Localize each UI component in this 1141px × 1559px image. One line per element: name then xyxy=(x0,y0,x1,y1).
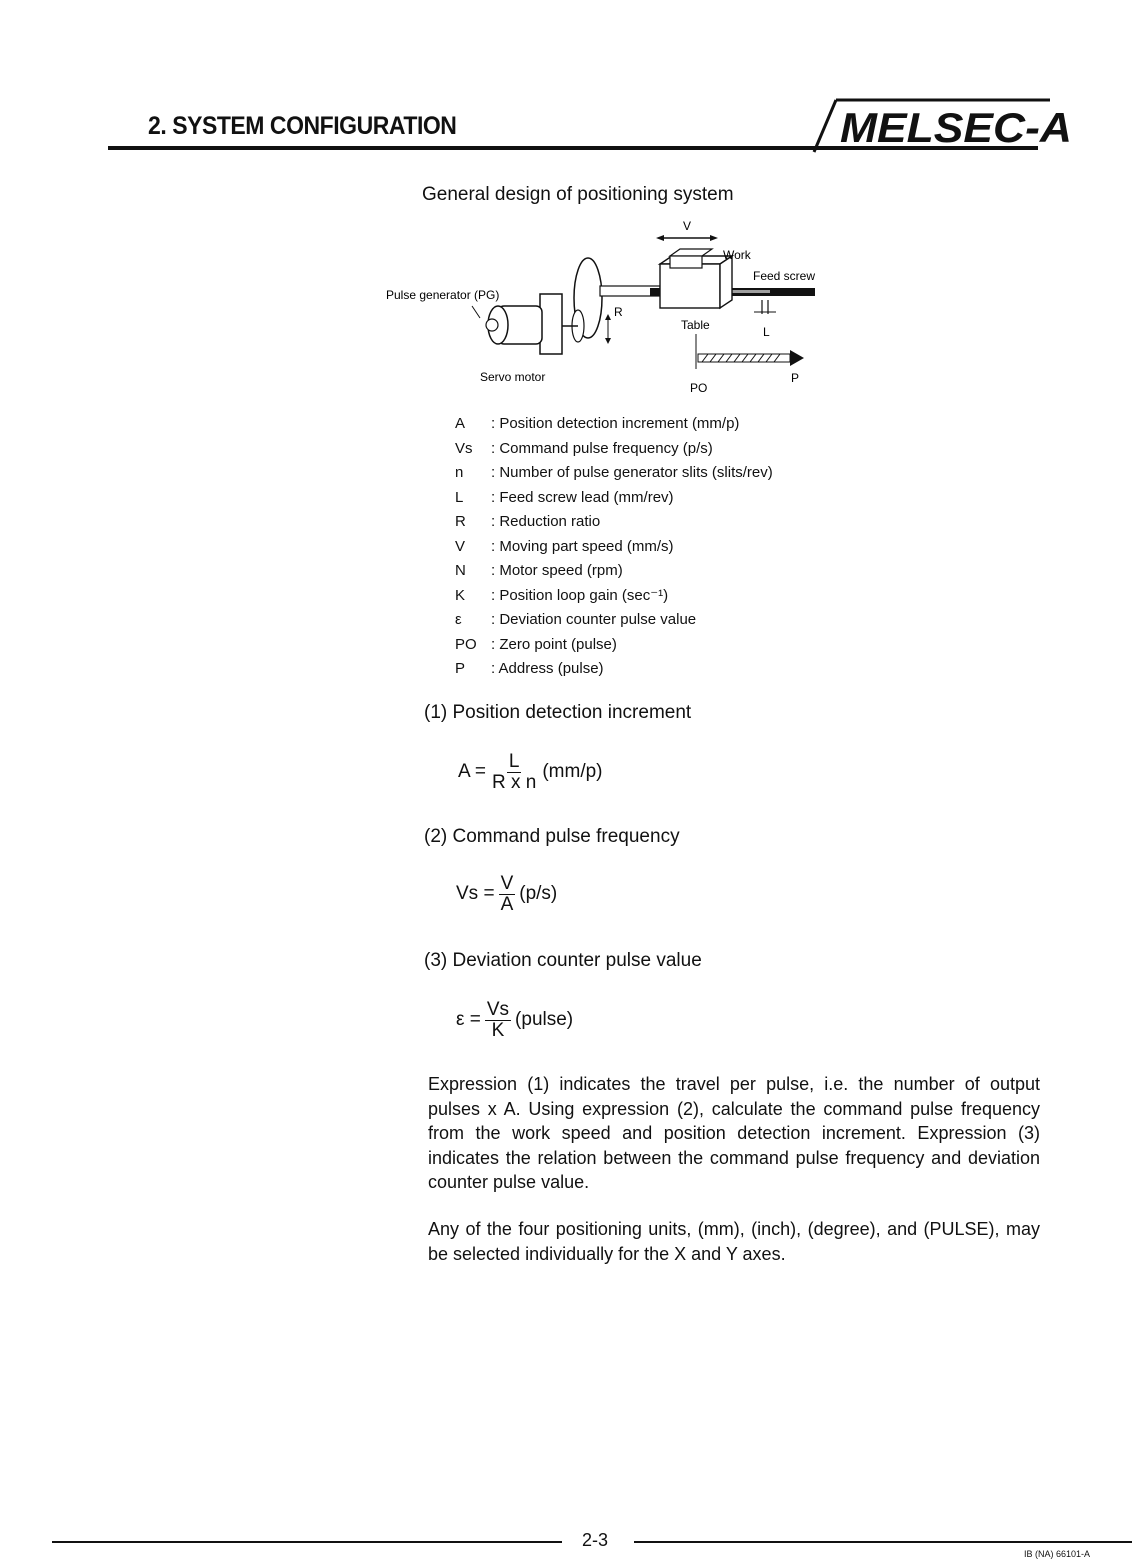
legend-description: : Feed screw lead (mm/rev) xyxy=(491,488,674,506)
legend-description: : Address (pulse) xyxy=(491,660,604,677)
legend-row xyxy=(455,633,773,658)
equation-unit: (mm/p) xyxy=(542,761,603,783)
label-work: Work xyxy=(723,248,751,262)
label-v: V xyxy=(683,219,692,233)
legend-symbol: PO xyxy=(455,635,477,653)
section-heading-3: (3) Deviation counter pulse value xyxy=(424,950,702,971)
equation-lhs: Vs = xyxy=(456,883,495,905)
legend-symbol: K xyxy=(455,586,466,604)
legend-row xyxy=(455,584,773,609)
legend-symbol: L xyxy=(455,488,464,506)
symbol-legend xyxy=(455,412,773,682)
section-heading-2: (2) Command pulse frequency xyxy=(424,826,680,847)
legend-description: : Command pulse frequency (p/s) xyxy=(491,439,713,457)
document-code: IB (NA) 66101-A xyxy=(1024,1549,1091,1559)
legend-row xyxy=(455,510,773,535)
label-servo-motor: Servo motor xyxy=(480,370,546,384)
fraction xyxy=(490,752,538,793)
footer-rule-left xyxy=(52,1541,562,1543)
equation-1 xyxy=(458,752,603,793)
label-table: Table xyxy=(681,318,710,332)
section-header-title: 2. SYSTEM CONFIGURATION xyxy=(148,112,457,140)
legend-symbol: R xyxy=(455,513,466,530)
label-p0: PO xyxy=(690,381,708,395)
fraction-numerator: Vs xyxy=(486,999,510,1020)
fraction-numerator: V xyxy=(500,873,514,894)
legend-description: : Moving part speed (mm/s) xyxy=(491,537,674,555)
fraction xyxy=(485,1000,511,1041)
label-feed-screw: Feed screw xyxy=(753,269,816,283)
legend-symbol: Vs xyxy=(455,439,473,457)
fraction-denominator: K xyxy=(491,1019,505,1041)
legend-description: : Position loop gain (sec⁻¹) xyxy=(491,586,669,604)
logo-text: MELSEC-A xyxy=(840,104,1072,151)
equation-unit: (p/s) xyxy=(519,883,558,905)
legend-symbol: A xyxy=(455,415,466,432)
melsec-logo xyxy=(810,94,1080,156)
explanation-paragraph: Expression (1) indicates the travel per pulse, i.e. the number of output pulses x A. Using expression (2), calculate the command pulse frequency from the work speed and position detection increment. Expression (3) indicates the relation between the command pulse frequency and deviation counter pulse value. xyxy=(428,1074,1040,1192)
fraction-numerator: L xyxy=(508,751,520,772)
legend-row xyxy=(455,437,773,462)
legend-row xyxy=(455,559,773,584)
page-number: 2-3 xyxy=(582,1530,609,1550)
legend-symbol: N xyxy=(455,562,466,579)
legend-symbol: P xyxy=(455,660,466,677)
label-pulse-generator: Pulse generator (PG) xyxy=(386,288,500,302)
legend-row xyxy=(455,486,773,511)
units-paragraph: Any of the four positioning units, (mm), (inch), (degree), and (PULSE), may be selected individually for the X and Y axes. xyxy=(428,1219,1040,1264)
equation-unit: (pulse) xyxy=(515,1009,574,1031)
fraction-denominator: R x n xyxy=(492,771,537,793)
legend-description: : Deviation counter pulse value xyxy=(491,611,697,628)
legend-symbol: V xyxy=(455,537,466,555)
legend-row xyxy=(455,608,773,633)
equation-lhs: ε = xyxy=(456,1009,481,1031)
fraction-denominator: A xyxy=(500,893,514,915)
figure-caption: General design of positioning system xyxy=(422,184,734,205)
legend-description: : Number of pulse generator slits (slits/rev) xyxy=(491,464,773,481)
positioning-system-diagram xyxy=(380,214,840,399)
equation-3 xyxy=(456,1000,573,1041)
legend-description: : Position detection increment (mm/p) xyxy=(491,415,740,432)
fraction xyxy=(499,874,516,915)
legend-row xyxy=(455,461,773,486)
legend-row xyxy=(455,412,773,437)
legend-description: : Zero point (pulse) xyxy=(491,635,617,653)
equation-lhs: A = xyxy=(458,761,486,783)
legend-description: : Motor speed (rpm) xyxy=(491,562,623,579)
label-r: R xyxy=(614,305,623,319)
label-p: P xyxy=(791,371,800,385)
legend-description: : Reduction ratio xyxy=(491,513,601,530)
legend-row xyxy=(455,535,773,560)
section-heading-1: (1) Position detection increment xyxy=(424,702,692,723)
legend-row xyxy=(455,657,773,682)
footer-rule-right xyxy=(634,1541,1132,1543)
equation-2 xyxy=(456,874,557,915)
legend-symbol: n xyxy=(455,464,464,481)
legend-symbol: ε xyxy=(455,611,462,628)
label-l: L xyxy=(763,325,770,339)
